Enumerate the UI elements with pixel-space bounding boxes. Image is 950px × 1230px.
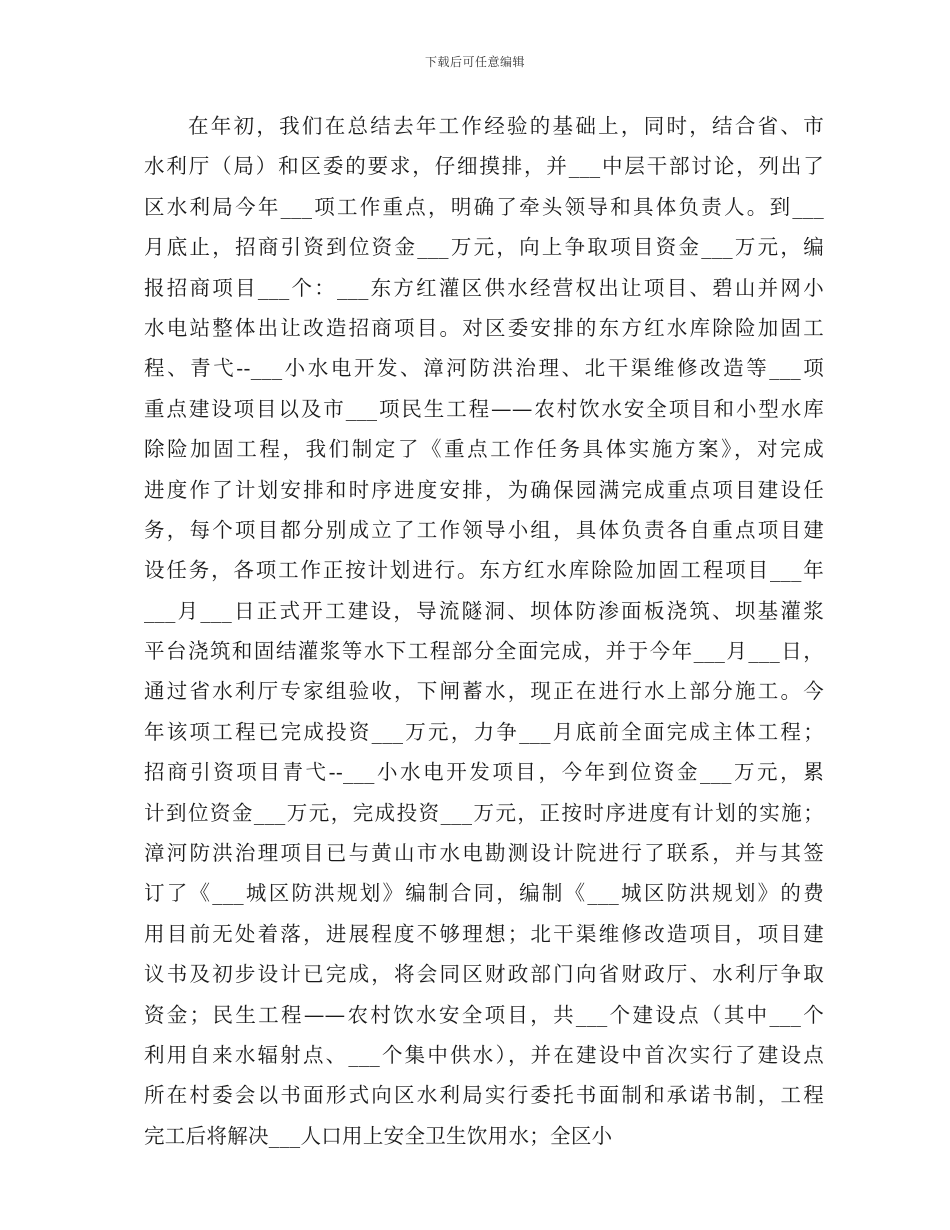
page-header: 下载后可任意编辑 [424, 55, 525, 69]
text-line: 月底止，招商引资到位资金___万元，向上争取项目资金___万元，编 [144, 235, 824, 260]
text-line: 资金；民生工程——农村饮水安全项目，共___个建设点（其中___个 [144, 1002, 824, 1027]
text-line: 漳河防洪治理项目已与黄山市水电勘测设计院进行了联系，并与其签 [144, 841, 824, 866]
text-line: 重点建设项目以及市___项民生工程——农村饮水安全项目和小型水库 [144, 396, 824, 421]
text-line: 议书及初步设计已完成，将会同区财政部门向省财政厅、水利厅争取 [144, 962, 824, 987]
text-line: 程、青弋--___小水电开发、漳河防洪治理、北干渠维修改造等___项 [144, 356, 824, 381]
text-line: 区水利局今年___项工作重点，明确了牵头领导和具体负责人。到___ [144, 194, 824, 219]
text-line: 设任务，各项工作正按计划进行。东方红水库除险加固工程项目___年 [144, 558, 824, 583]
text-line: 计到位资金___万元，完成投资___万元，正按时序进度有计划的实施； [144, 800, 824, 825]
text-line: 通过省水利厅专家组验收，下闸蓄水，现正在进行水上部分施工。今 [144, 679, 824, 704]
text-line: 报招商项目___个：___东方红灌区供水经营权出让项目、碧山并网小 [144, 275, 824, 300]
text-line: 招商引资项目青弋--___小水电开发项目，今年到位资金___万元，累 [144, 760, 824, 785]
text-line: 平台浇筑和固结灌浆等水下工程部分全面完成，并于今年___月___日， [144, 639, 824, 664]
text-line: 水电站整体出让改造招商项目。对区委安排的东方红水库除险加固工 [144, 315, 824, 340]
text-line: ___月___日正式开工建设，导流隧洞、坝体防渗面板浇筑、坝基灌浆 [144, 598, 824, 623]
text-line: 年该项工程已完成投资___万元，力争___月底前全面完成主体工程； [144, 719, 824, 744]
text-line: 务，每个项目都分别成立了工作领导小组，具体负责各自重点项目建 [144, 517, 824, 542]
text-line: 完工后将解决___人口用上安全卫生饮用水；全区小 [144, 1123, 613, 1148]
text-line: 所在村委会以书面形式向区水利局实行委托书面制和承诺书制，工程 [144, 1083, 824, 1108]
text-line: 用目前无处着落，进展程度不够理想；北干渠维修改造项目，项目建 [144, 921, 824, 946]
body-paragraph [144, 106, 824, 1156]
text-line: 利用自来水辐射点、___个集中供水），并在建设中首次实行了建设点 [144, 1042, 824, 1067]
text-line: 订了《___城区防洪规划》编制合同，编制《___城区防洪规划》的费 [144, 881, 824, 906]
text-line: 在年初，我们在总结去年工作经验的基础上，同时，结合省、市 [188, 114, 824, 138]
text-line: 除险加固工程，我们制定了《重点工作任务具体实施方案》，对完成 [144, 437, 824, 462]
text-line: 水利厅（局）和区委的要求，仔细摸排，并___中层干部讨论，列出了 [144, 154, 824, 179]
text-line: 进度作了计划安排和时序进度安排，为确保园满完成重点项目建设任 [144, 477, 824, 502]
